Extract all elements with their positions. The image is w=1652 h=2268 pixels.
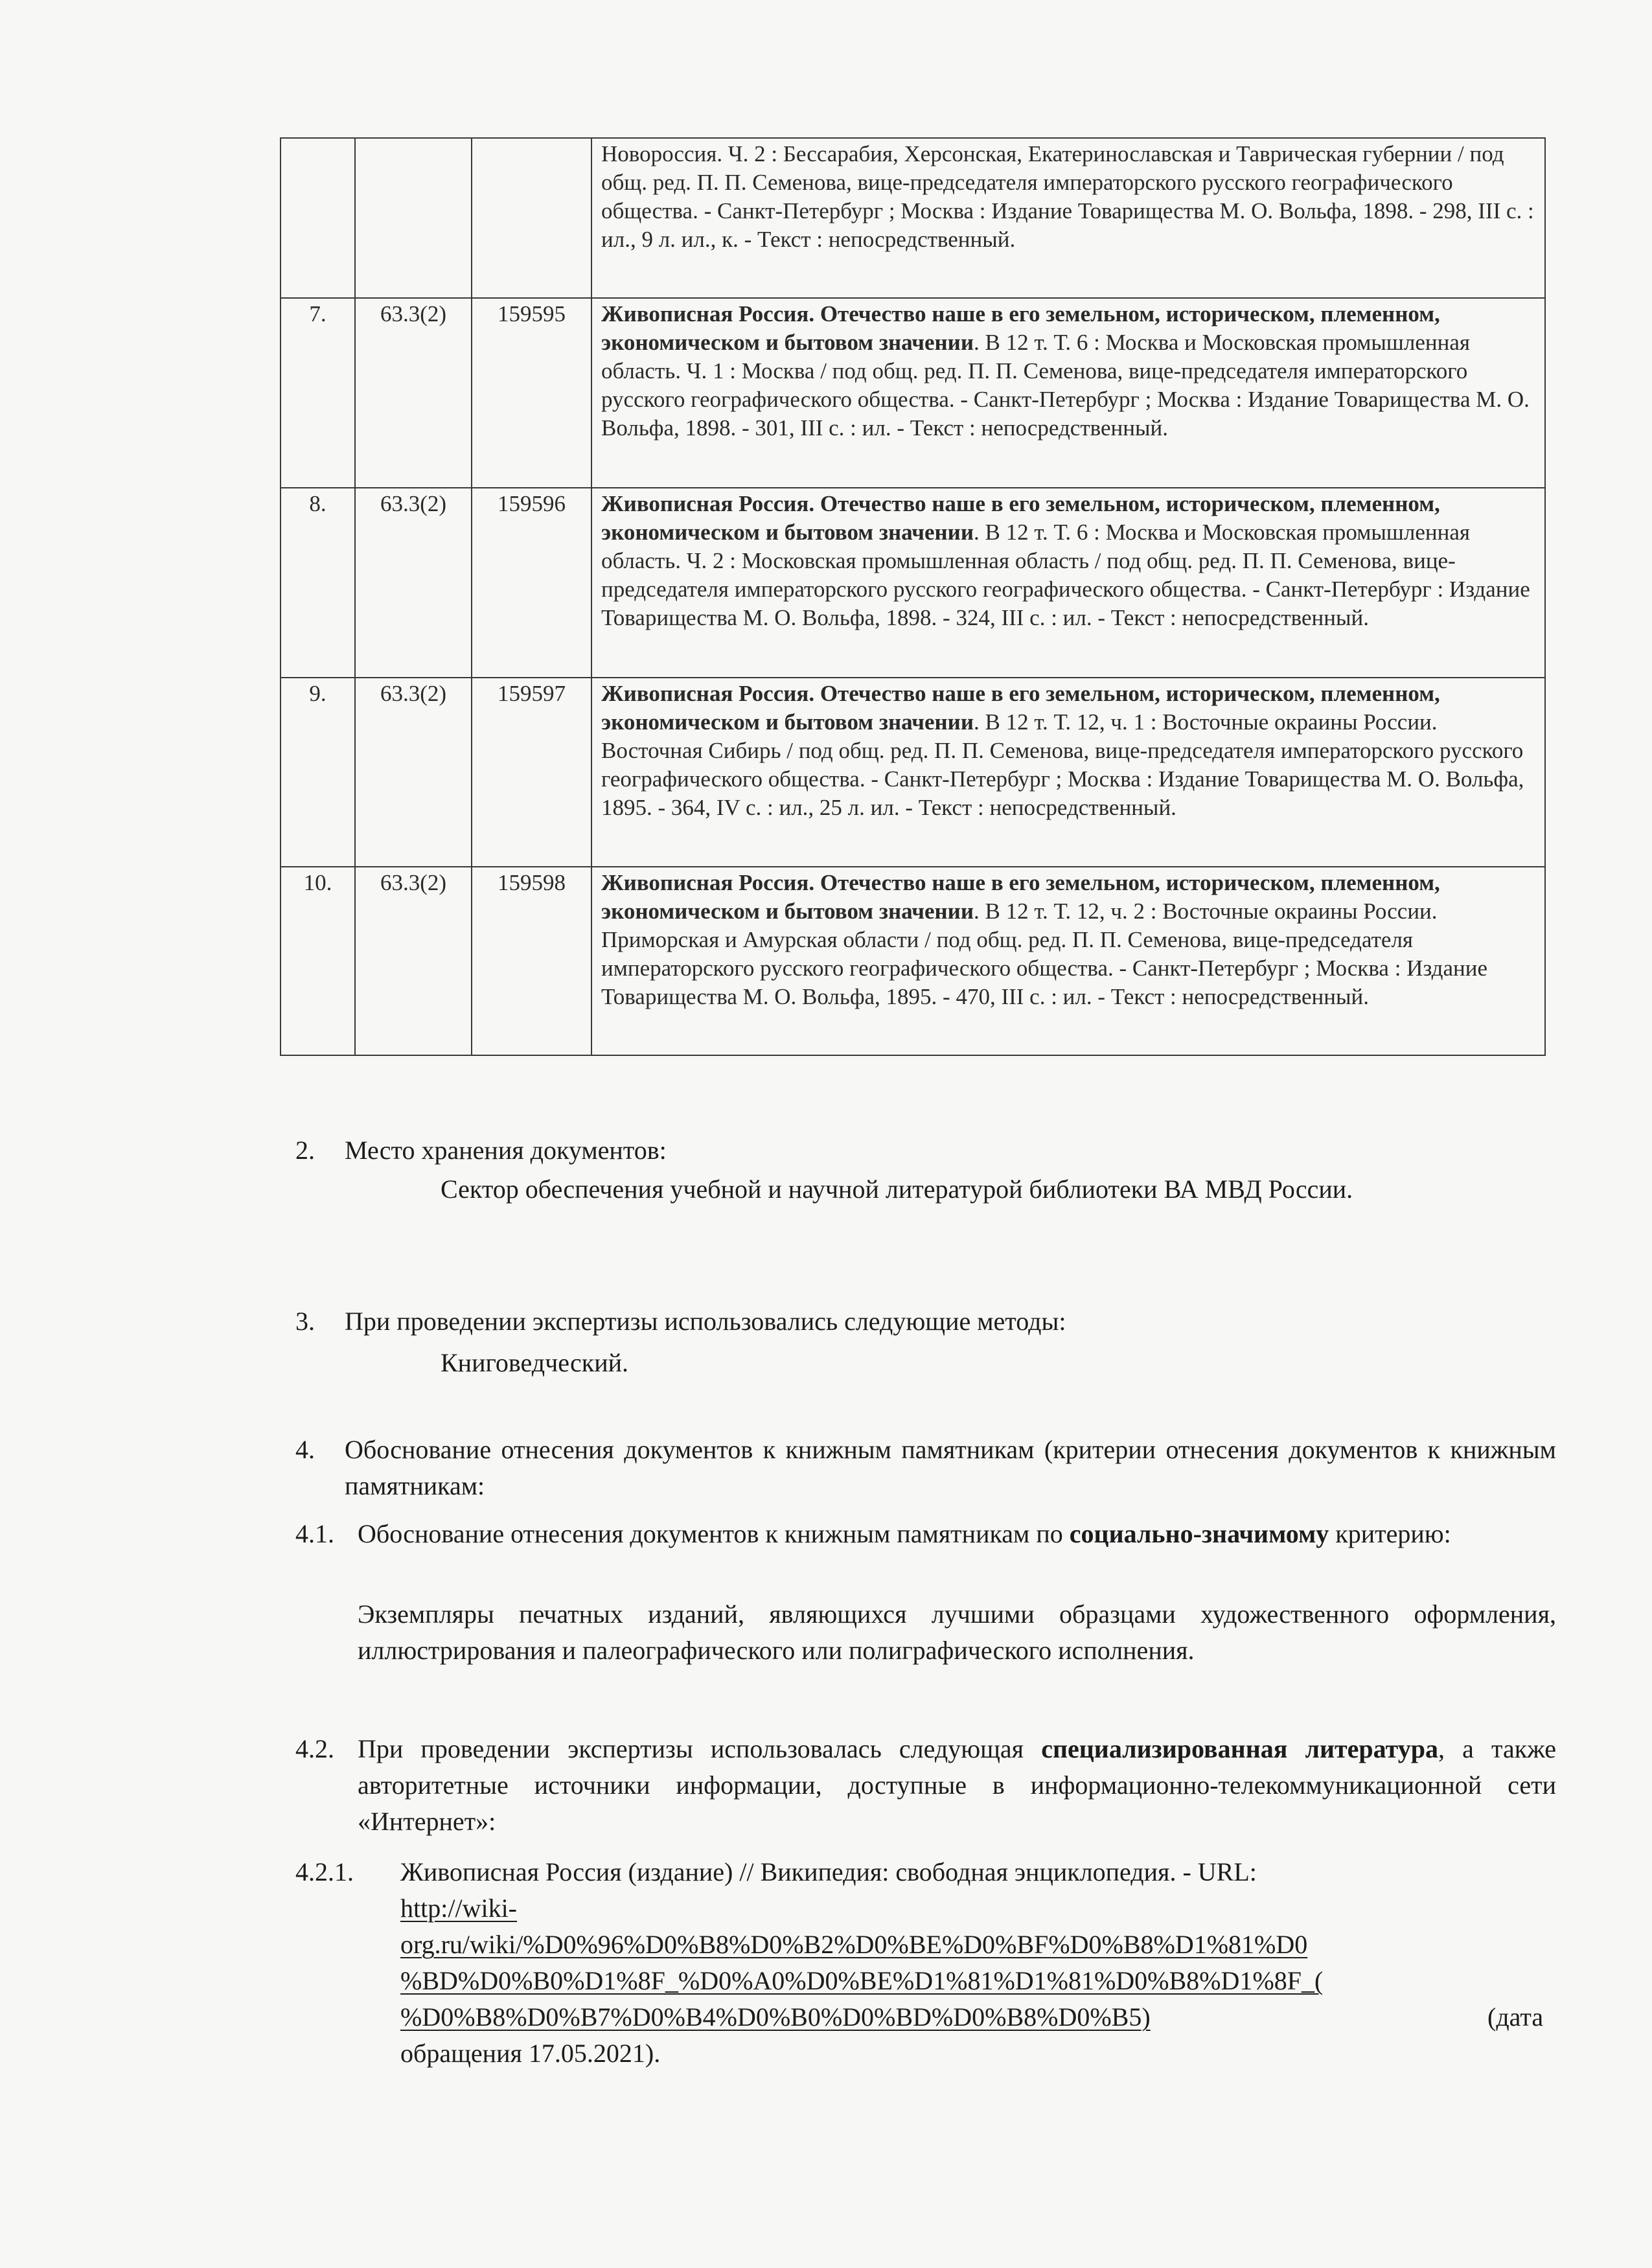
row-number: 10.: [281, 867, 355, 1055]
url-line[interactable]: http://wiki-: [400, 1894, 517, 1923]
access-date: обращения 17.05.2021).: [400, 2039, 661, 2068]
inventory-number: 159598: [472, 867, 591, 1055]
description-text: . В 12 т. Т. 6 : Москва и Московская промышленная область. Ч. 1 : Москва / под общ. ред. П. П. Семенова, вице-председателя императорского русского географического общества. - Санкт-Петербург ; Москва : Издание Товарищества М. О. Вольфа, 1898. - 301, III с. : ил. - Текст : непосредственный.: [601, 330, 1530, 441]
section-4-2-text-mid: , а также авторитетные источники информации, доступные в информационно-телекоммуникационной сети «Интернет»:: [358, 1734, 1556, 1836]
inventory-number: [472, 138, 591, 298]
section-4-2-text-pre: При проведении экспертизы использовалась следующая: [358, 1734, 1042, 1763]
description-title: Живописная Россия. Отечество наше в его земельном, историческом, племенном, экономическом и бытовом значении: [601, 301, 1440, 355]
section-4-2-number: 4.2.: [295, 1734, 334, 1763]
wiki-url-link[interactable]: [400, 1890, 1556, 2035]
description-title: Живописная Россия. Отечество наше в его земельном, историческом, племенном, экономическом и бытовом значении: [601, 491, 1440, 545]
section-3-body: Книговедческий.: [441, 1348, 628, 1377]
section-4-text: Обоснование отнесения документов к книжным памятникам (критерии отнесения документов к книжным памятникам:: [345, 1435, 1556, 1500]
section-3-number: 3.: [295, 1307, 315, 1336]
url-line[interactable]: %D0%B8%D0%B7%D0%B4%D0%B0%D0%BD%D0%B8%D0%B5): [400, 2002, 1151, 2032]
table-row: [281, 488, 1545, 678]
section-4-2-1-text: Живописная Россия (издание) // Википедия: свободная энциклопедия. - URL:: [400, 1857, 1257, 1886]
url-line[interactable]: %BD%D0%B0%D1%8F_%D0%A0%D0%BE%D1%81%D1%81%D0%B8%D1%8F_(: [400, 1966, 1324, 1995]
inventory-number: 159595: [472, 298, 591, 488]
table-row: [281, 298, 1545, 488]
section-4-2-text-bold: специализированная литература: [1041, 1734, 1438, 1763]
classification-code: 63.3(2): [355, 298, 472, 488]
description-title: Живописная Россия. Отечество наше в его земельном, историческом, племенном, экономическом и бытовом значении: [601, 870, 1440, 924]
section-2-heading: Место хранения документов:: [345, 1136, 667, 1165]
bibliographic-description: [591, 298, 1545, 488]
section-4-number: 4.: [295, 1435, 315, 1464]
section-4-2-text: [358, 1731, 1556, 1840]
section-4-1-text-pre: Обоснование отнесения документов к книжным памятникам по: [358, 1519, 1070, 1548]
row-number: [281, 138, 355, 298]
section-4-1-body: Экземпляры печатных изданий, являющихся лучшими образцами художественного оформления, иллюстрирования и палеографического или полиграфического исполнения.: [358, 1599, 1556, 1665]
row-number: 8.: [281, 488, 355, 678]
description-title: Живописная Россия. Отечество наше в его земельном, историческом, племенном, экономическом и бытовом значении: [601, 681, 1440, 735]
url-line[interactable]: org.ru/wiki/%D0%96%D0%B8%D0%B2%D0%BE%D0%BF%D0%B8%D1%81%D0: [400, 1930, 1308, 1959]
inventory-number: 159597: [472, 678, 591, 867]
table-row: [281, 138, 1545, 298]
bibliographic-description: [591, 138, 1545, 298]
classification-code: 63.3(2): [355, 678, 472, 867]
description-text: . В 12 т. Т. 12, ч. 2 : Восточные окраины России. Приморская и Амурская области / под общ. ред. П. П. Семенова, вице-председателя императорского русского географического общества. - Санкт-Петербург ; Москва : Издание Товарищества М. О. Вольфа, 1895. - 470, III с. : ил. - Текст : непосредственный.: [601, 899, 1487, 1009]
row-number: 9.: [281, 678, 355, 867]
section-2-number: 2.: [295, 1136, 315, 1165]
classification-code: 63.3(2): [355, 867, 472, 1055]
section-4-1-number: 4.1.: [295, 1519, 334, 1548]
inventory-number: 159596: [472, 488, 591, 678]
description-text: Новороссия. Ч. 2 : Бессарабия, Херсонская, Екатеринославская и Таврическая губернии / под общ. ред. П. П. Семенова, вице-председателя императорского русского географического общества. - Санкт-Петербург ; Москва : Издание Товарищества М. О. Вольфа, 1898. - 298, III с. : ил., 9 л. ил., к. - Текст : непосредственный.: [601, 141, 1534, 252]
section-2-body: Сектор обеспечения учебной и научной литературой библиотеки ВА МВД России.: [441, 1174, 1353, 1204]
section-4-1-text-post: критерию:: [1329, 1519, 1451, 1548]
section-4-2-1-number: 4.2.1.: [295, 1857, 354, 1886]
description-text: . В 12 т. Т. 6 : Москва и Московская промышленная область. Ч. 2 : Московская промышленная область / под общ. ред. П. П. Семенова, вице-председателя императорского русского географического общества. - Санкт-Петербург : Издание Товарищества М. О. Вольфа, 1898. - 324, III с. : ил. - Текст : непосредственный.: [601, 520, 1530, 630]
bibliographic-description: [591, 488, 1545, 678]
catalog-table: [280, 137, 1546, 1056]
section-3-heading: При проведении экспертизы использовались следующие методы:: [345, 1307, 1066, 1336]
classification-code: 63.3(2): [355, 488, 472, 678]
classification-code: [355, 138, 472, 298]
section-4-1-text: [358, 1516, 1556, 1552]
table-row: [281, 867, 1545, 1055]
description-text: . В 12 т. Т. 12, ч. 1 : Восточные окраины России. Восточная Сибирь / под общ. ред. П. П. Семенова, вице-председателя императорского русского географического общества. - Санкт-Петербург ; Москва : Издание Товарищества М. О. Вольфа, 1895. - 364, IV с. : ил., 25 л. ил. - Текст : непосредственный.: [601, 709, 1524, 820]
section-4-1-text-bold: социально-значимому: [1069, 1519, 1329, 1548]
table-row: [281, 678, 1545, 867]
row-number: 7.: [281, 298, 355, 488]
bibliographic-description: [591, 867, 1545, 1055]
bibliographic-description: [591, 678, 1545, 867]
access-date-prefix: (дата: [1487, 2002, 1544, 2032]
